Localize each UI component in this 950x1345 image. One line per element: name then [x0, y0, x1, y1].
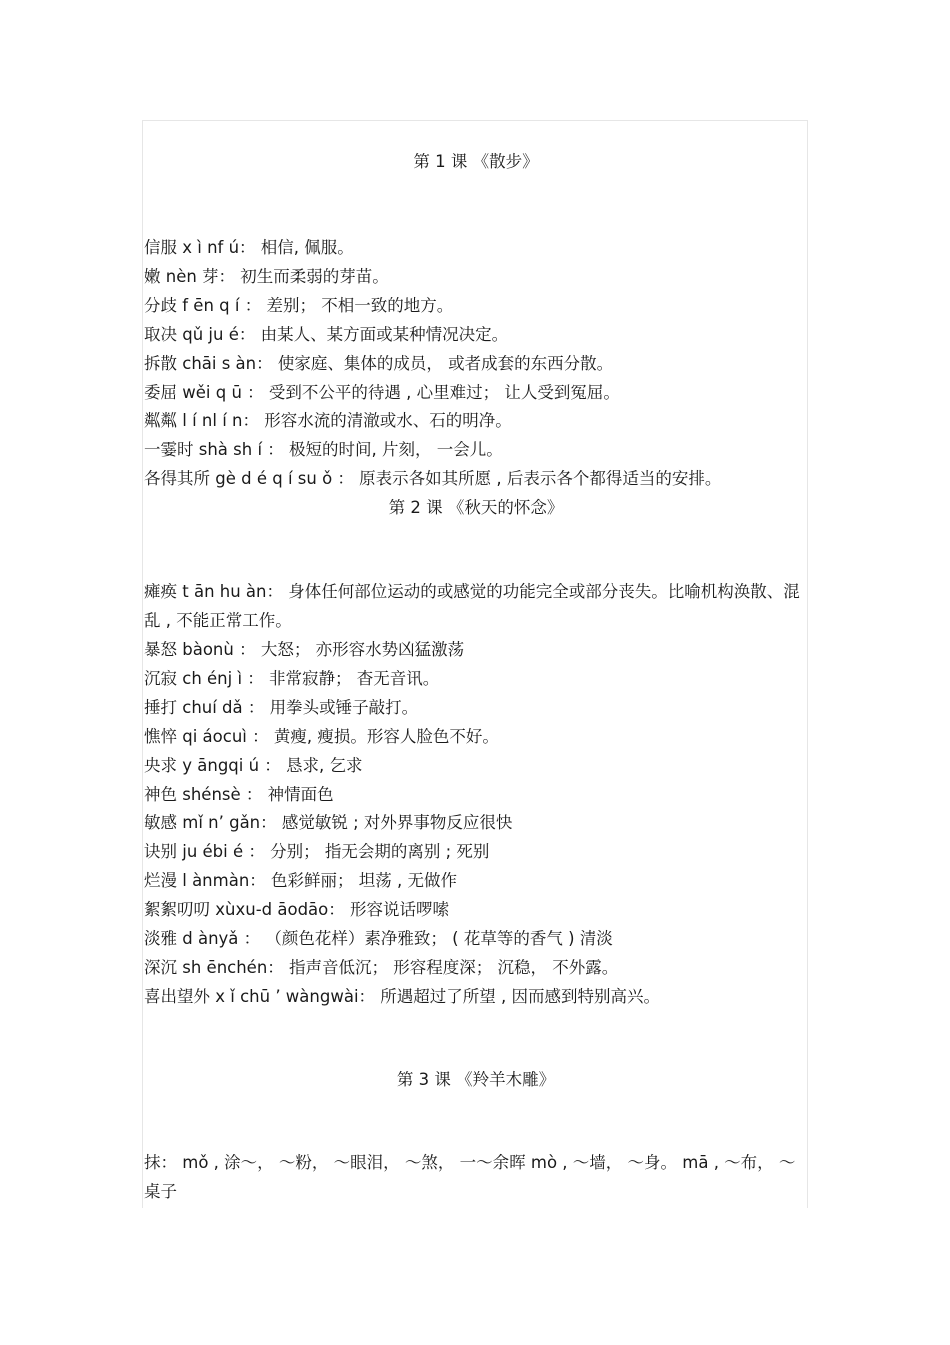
vocab-entry: 诀别 ju ébi é ： 分别； 指无会期的离别 ; 死别: [144, 842, 490, 862]
vocab-entry: 憔悴 qi áocuì ： 黄瘦, 瘦损。形容人脸色不好。: [144, 726, 499, 746]
vocab-entry: 一霎时 shà sh í ： 极短的时间, 片刻， 一会儿。: [144, 440, 503, 460]
vocab-entry: 淡雅 d ànyǎ ： （颜色花样）素净雅致； ( 花草等的香气 ) 清淡: [144, 929, 613, 949]
vocab-entry: 喜出望外 x ǐ chū ’ wàngwài： 所遇超过了所望 , 因而感到特别高兴。: [144, 986, 661, 1006]
vocab-entry: 神色 shénsè ： 神情面色: [144, 784, 334, 804]
lesson-1-title: 第 1 课 《散步》: [413, 152, 539, 171]
vocab-entry: 分歧 f ēn q í ： 差别； 不相一致的地方。: [144, 295, 454, 315]
spacer: [144, 1094, 808, 1149]
vocab-entry: 拆散 chāi s àn： 使家庭、集体的成员， 或者成套的东西分散。: [144, 353, 614, 373]
vocab-entry: 捶打 chuí dǎ ： 用拳头或锤子敲打。: [144, 697, 419, 717]
vocab-entry: 粼粼 l í nl í n： 形容水流的清澈或水、石的明净。: [144, 411, 512, 431]
vocab-entry: 取决 qǔ ju é： 由某人、某方面或某种情况决定。: [144, 324, 509, 344]
document-body: [144, 148, 808, 1207]
vocab-entry: 絮絮叨叨 xùxu-d āodāo： 形容说话啰嗦: [144, 900, 449, 920]
vocab-entry: 暴怒 bàonù ： 大怒； 亦形容水势凶猛激荡: [144, 639, 465, 659]
lesson-2-title: 第 2 课 《秋天的怀念》: [388, 498, 564, 518]
vocab-entry: 央求 y āngqi ú ： 恳求, 乞求: [144, 755, 363, 775]
spacer: [144, 522, 808, 578]
vocab-entry: 烂漫 l ànmàn： 色彩鲜丽； 坦荡 , 无做作: [144, 871, 458, 891]
vocab-entry: 信服 x ì nf ú： 相信, 佩服。: [144, 238, 354, 257]
vocab-entry: 抹： mǒ , 涂～， ～粉， ～眼泪， ～煞， 一～余晖 mò , ～墙， ～身。 mā , ～布， ～桌子: [144, 1152, 796, 1201]
vocab-entry: 深沉 sh ēnchén： 指声音低沉； 形容程度深； 沉稳， 不外露。: [144, 957, 619, 977]
vocab-entry: 嫩 nèn 芽： 初生而柔弱的芽苗。: [144, 266, 389, 286]
lesson-3-title: 第 3 课 《羚羊木雕》: [396, 1069, 556, 1089]
vocab-entry: 各得其所 gè d é q í su ǒ ： 原表示各如其所愿 , 后表示各个都得适当的安排。: [144, 469, 722, 489]
spacer: [144, 176, 808, 234]
spacer: [144, 1012, 808, 1066]
vocab-entry: 委屈 wěi q ū ： 受到不公平的待遇 , 心里难过； 让人受到冤屈。: [144, 382, 620, 402]
vocab-entry: 瘫痪 t ān hu àn： 身体任何部位运动的或感觉的功能完全或部分丧失。比喻机构涣散、混乱 , 不能正常工作。: [144, 582, 800, 631]
vocab-entry: 敏感 mǐ n’ gǎn： 感觉敏锐 ; 对外界事物反应很快: [144, 813, 513, 833]
vocab-entry: 沉寂 ch énj ì ： 非常寂静； 杳无音讯。: [144, 668, 440, 688]
